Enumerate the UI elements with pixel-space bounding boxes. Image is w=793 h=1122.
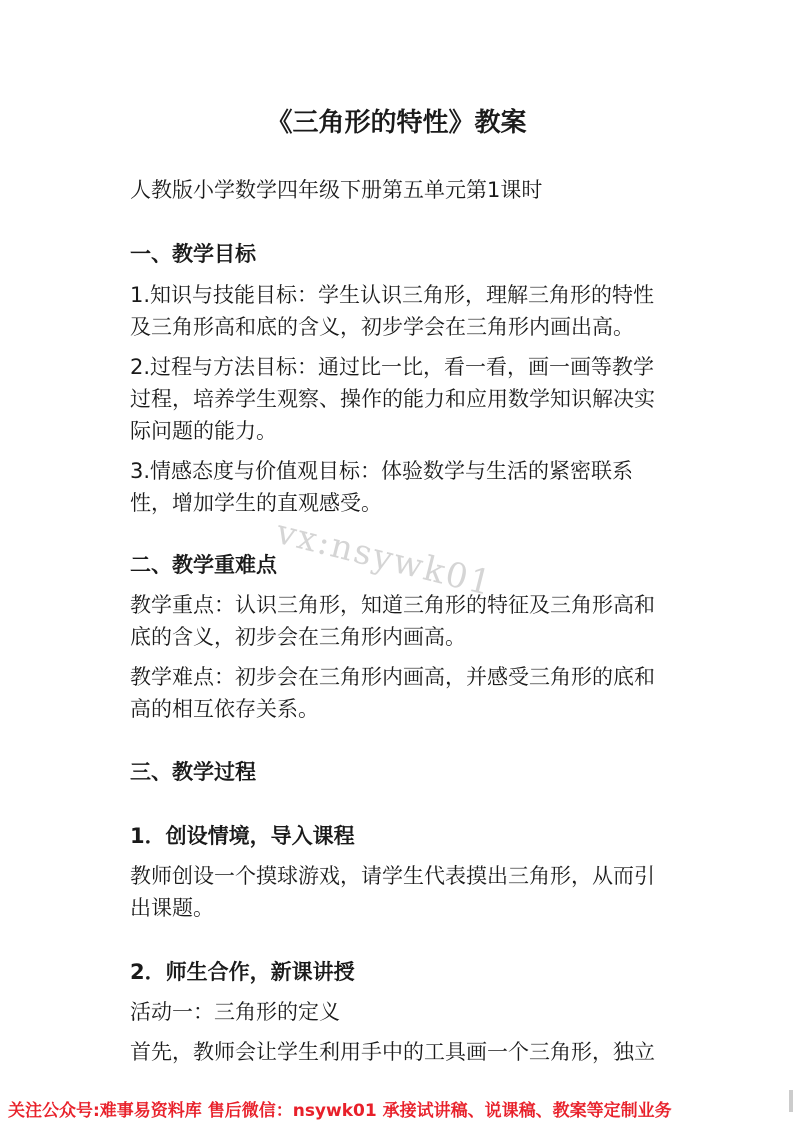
text-line: 际问题的能力。 [130,419,277,443]
section-heading: 一、教学目标 [130,242,256,266]
text-line: 高的相互依存关系。 [130,697,319,721]
text-line: 及三角形高和底的含义，初步学会在三角形内画出高。 [130,315,634,339]
section-heading: 二、教学重难点 [130,553,277,577]
page-title: 《三角形的特性》教案 [266,108,527,138]
text-line: 出课题。 [130,896,214,920]
text-line: 1.知识与技能目标：学生认识三角形，理解三角形的特性 [130,283,655,307]
text-line: 教师创设一个摸球游戏，请学生代表摸出三角形，从而引 [130,864,655,888]
text-line: 教学难点：初步会在三角形内画高，并感受三角形的底和 [130,665,655,689]
text-line: 首先，教师会让学生利用手中的工具画一个三角形，独立 [130,1040,655,1064]
text-line: 2.过程与方法目标：通过比一比，看一看，画一画等教学 [130,355,655,379]
subsection-heading: 2．师生合作，新课讲授 [130,960,355,984]
text-line: 活动一：三角形的定义 [130,1000,340,1024]
text-line: 底的含义，初步会在三角形内画高。 [130,625,466,649]
section-heading: 三、教学过程 [130,760,256,784]
footer-banner: 关注公众号:难事易资料库 售后微信：nsywk01 承接试讲稿、说课稿、教案等定制业务 [8,1101,672,1121]
watermark: vx:nsywk01 [272,512,497,605]
scrollbar-edge [789,1090,793,1112]
text-line: 过程，培养学生观察、操作的能力和应用数学知识解决实 [130,387,655,411]
text-line: 教学重点：认识三角形，知道三角形的特征及三角形高和 [130,593,655,617]
subsection-heading: 1．创设情境，导入课程 [130,824,355,848]
text-line: 3.情感态度与价值观目标：体验数学与生活的紧密联系 [130,459,634,483]
subtitle: 人教版小学数学四年级下册第五单元第1课时 [130,178,543,202]
text-line: 性，增加学生的直观感受。 [130,491,382,515]
